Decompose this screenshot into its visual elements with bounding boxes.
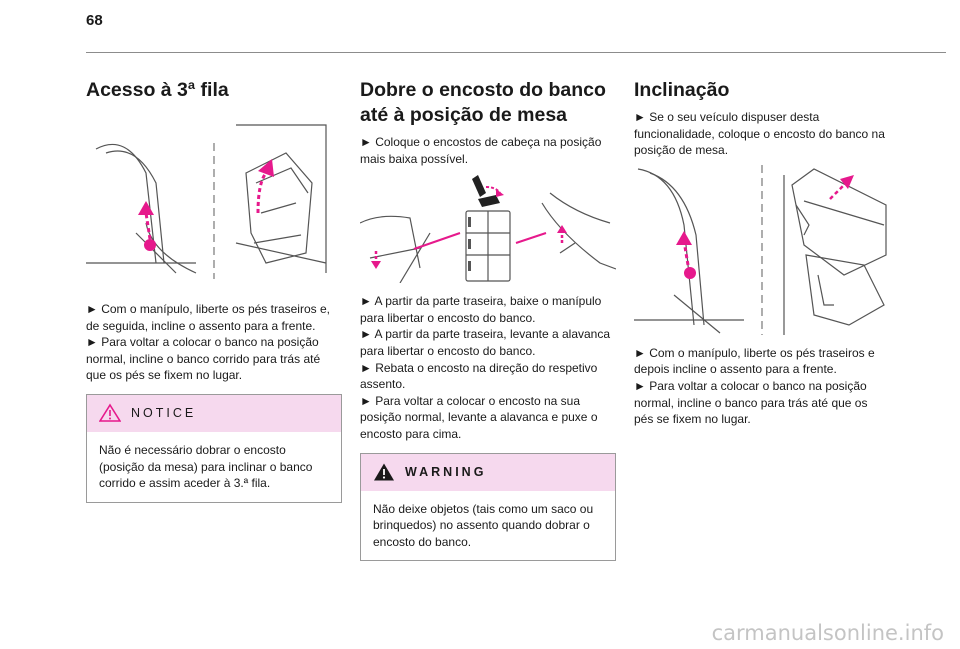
notice-header (87, 395, 341, 432)
step-text: ► Com o manípulo, liberte os pés traseiros e depois incline o assento para a frente. (634, 345, 875, 377)
heading-line: até à posição de mesa (360, 104, 568, 126)
warning-triangle-icon (373, 462, 395, 482)
column-access-third-row (86, 78, 342, 503)
warning-triangle-icon (99, 403, 121, 423)
heading-line: Dobre o encosto do banco (360, 79, 606, 101)
illustration-seat-incline (634, 165, 890, 335)
illustration-backrest-release (360, 173, 616, 283)
step-text: ► Coloque o encostos de cabeça na posição mais baixa possível. (360, 135, 602, 166)
seat-tilt-drawing (86, 113, 342, 279)
seat-incline-drawing (634, 165, 890, 335)
watermark: carmanualsonline.info (711, 621, 944, 645)
column-fold-backrest (360, 78, 616, 561)
warning-header (361, 454, 615, 491)
header-rule (86, 52, 946, 53)
step-text: ► Com o manípulo, liberte os pés traseiros e, de seguida, incline o assento para a frente. (86, 302, 330, 333)
column-tilt (634, 78, 890, 428)
step-text: ► A partir da parte traseira, baixe o manípulo para libertar o encosto do banco. (360, 294, 602, 325)
warning-box (360, 453, 616, 562)
section-heading-access: Acesso à 3ª fila (86, 79, 229, 101)
step-text: ► Rebata o encosto na direção do respetivo assento. (360, 360, 598, 392)
step-text: ► A partir da parte traseira, levante a alavanca para libertar o encosto do banco. (360, 327, 611, 358)
step-text: ► Para voltar a colocar o encosto na sua posição normal, levante a alavanca e puxe o encosto para cima. (360, 393, 598, 441)
notice-text: Não é necessário dobrar o encosto (posição da mesa) para inclinar o banco corrido e assim aceder à 3.ª fila. (99, 442, 313, 491)
step-text: ► Se o seu veículo dispuser desta funcionalidade, coloque o encosto do banco na posição de mesa. (634, 110, 885, 158)
backrest-release-drawing (360, 173, 616, 283)
step-text: ► Para voltar a colocar o banco na posição normal, incline o banco para trás até que os pés se fixem no lugar. (634, 378, 868, 427)
page-number: 68 (86, 12, 103, 29)
notice-box (86, 394, 342, 503)
illustration-seat-tilt (86, 113, 342, 279)
section-heading-tilt: Inclinação (634, 79, 730, 101)
warning-title: WARNING (405, 465, 487, 480)
warning-text: Não deixe objetos (tais como um saco ou brinquedos) no assento quando dobrar o encosto do banco. (373, 501, 594, 549)
notice-title: NOTICE (131, 406, 197, 421)
section-heading-fold (360, 78, 616, 128)
step-text: ► Para voltar a colocar o banco na posição normal, incline o banco corrido para trás até que os pés se fixem no lugar. (86, 335, 321, 383)
